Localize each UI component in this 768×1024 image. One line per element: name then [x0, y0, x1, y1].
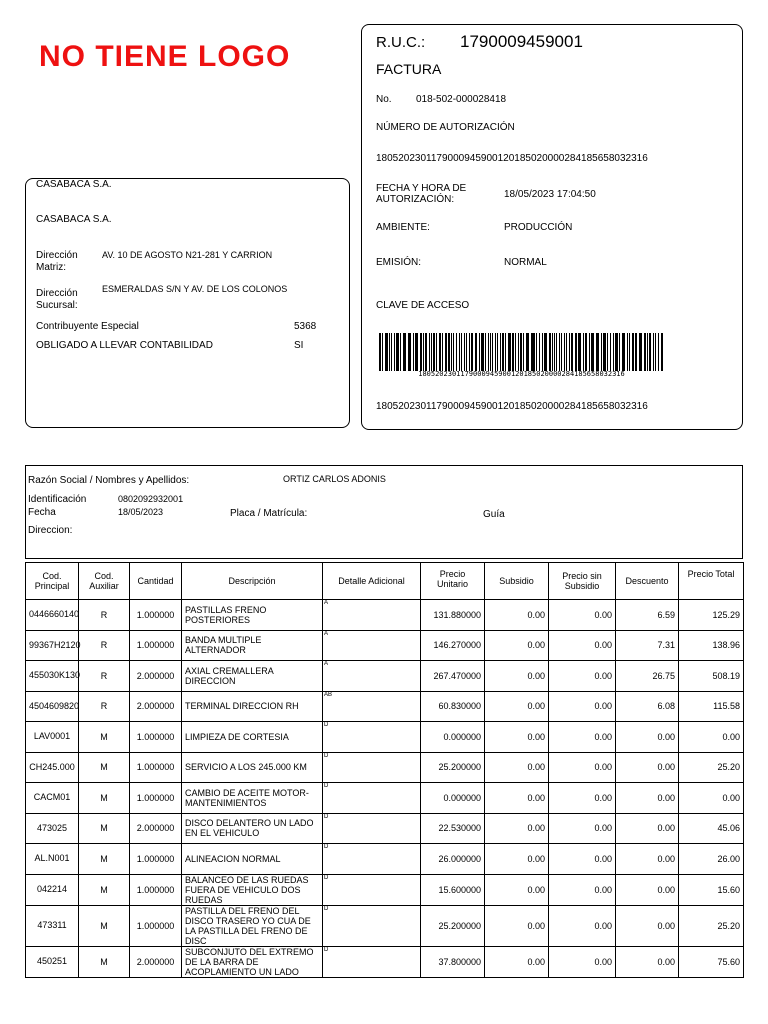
cell-precio-sin-subsidio: 0.00	[549, 722, 616, 753]
cell-precio-total: 125.29	[679, 600, 744, 631]
cell-precio-unitario: 22.530000	[421, 813, 485, 844]
cell-descuento: 0.00	[616, 874, 679, 905]
cell-cod-principal: 450251	[26, 946, 79, 977]
cell-cod-principal: 473311	[26, 905, 79, 946]
cell-precio-unitario: 26.000000	[421, 844, 485, 875]
cell-cantidad: 2.000000	[130, 661, 182, 692]
cell-precio-total: 75.60	[679, 946, 744, 977]
auth-number-label: NÚMERO DE AUTORIZACIÓN	[376, 122, 515, 133]
cell-descuento: 7.31	[616, 630, 679, 661]
col-descripcion: Descripción	[182, 563, 323, 600]
cell-descripcion: PASTILLAS FRENO POSTERIORES	[182, 600, 323, 631]
cell-subsidio: 0.00	[485, 813, 549, 844]
cell-cod-auxiliar: M	[79, 844, 130, 875]
invoice-items-table	[25, 562, 744, 978]
cell-descuento: 6.08	[616, 691, 679, 722]
dir-sucursal-label: Dirección Sucursal:	[36, 288, 78, 311]
cell-detalle-adicional	[323, 752, 421, 783]
dir-sucursal-value: ESMERALDAS S/N Y AV. DE LOS COLONOS	[102, 284, 288, 294]
cell-descuento: 26.75	[616, 661, 679, 692]
cell-cantidad: 1.000000	[130, 844, 182, 875]
table-row	[26, 722, 744, 753]
cell-cod-auxiliar: R	[79, 661, 130, 692]
cell-cod-auxiliar: M	[79, 905, 130, 946]
cell-descripcion: BALANCEO DE LAS RUEDAS FUERA DE VEHICULO DOS RUEDAS	[182, 874, 323, 905]
dir-matriz-label: Dirección Matriz:	[36, 250, 78, 273]
table-row	[26, 600, 744, 631]
detalle-code: D	[324, 722, 329, 728]
cell-descuento: 0.00	[616, 752, 679, 783]
cell-precio-total: 115.58	[679, 691, 744, 722]
cell-descripcion: BANDA MULTIPLE ALTERNADOR	[182, 630, 323, 661]
cell-precio-unitario: 60.830000	[421, 691, 485, 722]
cell-subsidio: 0.00	[485, 600, 549, 631]
cell-cod-principal: CH245.000	[26, 752, 79, 783]
clave-acceso-label: CLAVE DE ACCESO	[376, 300, 470, 311]
cell-cod-principal: 0446660140	[26, 600, 79, 631]
table-row	[26, 874, 744, 905]
cell-cod-principal: 473025	[26, 813, 79, 844]
cell-cantidad: 2.000000	[130, 946, 182, 977]
client-date-value: 18/05/2023	[118, 507, 164, 517]
cell-cod-auxiliar: M	[79, 813, 130, 844]
cell-subsidio: 0.00	[485, 661, 549, 692]
cell-precio-total: 0.00	[679, 783, 744, 814]
cell-descripcion: DISCO DELANTERO UN LADO EN EL VEHICULO	[182, 813, 323, 844]
cell-precio-total: 45.06	[679, 813, 744, 844]
table-row	[26, 905, 744, 946]
cell-precio-unitario: 15.600000	[421, 874, 485, 905]
contabilidad-label: OBLIGADO A LLEVAR CONTABILIDAD	[36, 340, 213, 351]
cell-precio-total: 0.00	[679, 722, 744, 753]
col-precio-sin-subsidio: Precio sin Subsidio	[549, 563, 616, 600]
cell-precio-unitario: 131.880000	[421, 600, 485, 631]
cell-descuento: 0.00	[616, 946, 679, 977]
detalle-code: D	[324, 874, 329, 881]
auth-date-label: FECHA Y HORA DE AUTORIZACIÓN:	[376, 183, 467, 205]
cell-cantidad: 1.000000	[130, 600, 182, 631]
detalle-code: AB	[324, 691, 333, 698]
cell-precio-unitario: 146.270000	[421, 630, 485, 661]
cell-cantidad: 1.000000	[130, 752, 182, 783]
client-address-label: Direccion:	[28, 525, 73, 536]
cell-subsidio: 0.00	[485, 691, 549, 722]
cell-subsidio: 0.00	[485, 783, 549, 814]
contabilidad-value: SI	[294, 340, 304, 351]
cell-descripcion: ALINEACION NORMAL	[182, 844, 323, 875]
cell-precio-unitario: 0.000000	[421, 722, 485, 753]
cell-precio-sin-subsidio: 0.00	[549, 874, 616, 905]
cell-precio-total: 508.19	[679, 661, 744, 692]
detalle-code: A	[324, 630, 329, 637]
cell-subsidio: 0.00	[485, 844, 549, 875]
clave-acceso-value: 1805202301179000945900120185020000284185658032316	[376, 401, 648, 412]
dir-matriz-value: AV. 10 DE AGOSTO N21-281 Y CARRION	[102, 250, 273, 260]
cell-cantidad: 1.000000	[130, 874, 182, 905]
cell-detalle-adicional	[323, 661, 421, 692]
cell-precio-sin-subsidio: 0.00	[549, 844, 616, 875]
cell-detalle-adicional	[323, 630, 421, 661]
cell-descuento: 6.59	[616, 600, 679, 631]
table-row	[26, 783, 744, 814]
cell-detalle-adicional	[323, 844, 421, 875]
cell-precio-total: 25.20	[679, 752, 744, 783]
ruc-value: 1790009459001	[460, 32, 583, 51]
cell-detalle-adicional	[323, 783, 421, 814]
emisor-nombre-comercial: CASABACA S.A.	[36, 214, 112, 225]
logo-placeholder: NO TIENE LOGO	[39, 40, 291, 73]
cell-descripcion: TERMINAL DIRECCION RH	[182, 691, 323, 722]
cell-cod-auxiliar: R	[79, 630, 130, 661]
cell-descuento: 0.00	[616, 813, 679, 844]
cell-descripcion: CAMBIO DE ACEITE MOTOR-MANTENIMIENTOS	[182, 783, 323, 814]
cell-precio-sin-subsidio: 0.00	[549, 630, 616, 661]
table-row	[26, 752, 744, 783]
cell-precio-sin-subsidio: 0.00	[549, 783, 616, 814]
cell-precio-unitario: 25.200000	[421, 905, 485, 946]
cell-detalle-adicional	[323, 722, 421, 753]
cell-cod-principal: 455030K130	[26, 661, 79, 692]
cell-precio-sin-subsidio: 0.00	[549, 661, 616, 692]
cell-cantidad: 1.000000	[130, 905, 182, 946]
detalle-code: D	[324, 844, 329, 850]
cell-precio-total: 25.20	[679, 905, 744, 946]
col-cod-auxiliar: Cod. Auxiliar	[79, 563, 130, 600]
cell-cod-principal: CACM01	[26, 783, 79, 814]
emision-value: NORMAL	[504, 257, 547, 268]
cell-cod-principal: 042214	[26, 874, 79, 905]
cell-subsidio: 0.00	[485, 905, 549, 946]
cell-descuento: 0.00	[616, 783, 679, 814]
table-row	[26, 691, 744, 722]
cell-detalle-adicional	[323, 905, 421, 946]
cell-precio-total: 26.00	[679, 844, 744, 875]
cell-subsidio: 0.00	[485, 946, 549, 977]
detalle-code: D	[324, 752, 329, 759]
client-name-label: Razón Social / Nombres y Apellidos:	[28, 475, 190, 486]
cell-cod-auxiliar: M	[79, 946, 130, 977]
cell-subsidio: 0.00	[485, 630, 549, 661]
cell-detalle-adicional	[323, 874, 421, 905]
cell-descripcion: AXIAL CREMALLERA DIRECCION	[182, 661, 323, 692]
ambiente-value: PRODUCCIÓN	[504, 222, 573, 233]
cell-detalle-adicional	[323, 946, 421, 977]
col-precio-total: Precio Total	[679, 563, 744, 600]
cell-detalle-adicional	[323, 813, 421, 844]
client-date-label: Fecha	[28, 507, 56, 518]
detalle-code: A	[324, 661, 329, 667]
cell-precio-unitario: 37.800000	[421, 946, 485, 977]
invoice-no-label: No.	[376, 94, 392, 105]
col-cantidad: Cantidad	[130, 563, 182, 600]
ruc-label: R.U.C.:	[376, 34, 426, 51]
cell-cantidad: 2.000000	[130, 691, 182, 722]
detalle-code: A	[324, 600, 329, 606]
cell-precio-unitario: 267.470000	[421, 661, 485, 692]
barcode-number: 1805202301179000945900120185020000284185658032316	[418, 370, 625, 378]
detalle-code: D	[324, 946, 329, 953]
cell-cantidad: 1.000000	[130, 722, 182, 753]
contribuyente-label: Contribuyente Especial	[36, 321, 139, 332]
table-header-row	[26, 563, 744, 600]
client-id-value: 0802092932001	[118, 494, 184, 504]
cell-precio-total: 138.96	[679, 630, 744, 661]
cell-precio-unitario: 25.200000	[421, 752, 485, 783]
col-descuento: Descuento	[616, 563, 679, 600]
cell-cantidad: 1.000000	[130, 630, 182, 661]
table-row	[26, 630, 744, 661]
table-row	[26, 813, 744, 844]
guia-label: Guía	[483, 509, 505, 520]
cell-cantidad: 1.000000	[130, 783, 182, 814]
cell-cod-auxiliar: M	[79, 752, 130, 783]
cell-subsidio: 0.00	[485, 752, 549, 783]
contribuyente-value: 5368	[294, 321, 317, 332]
table-row	[26, 946, 744, 977]
auth-number-value: 1805202301179000945900120185020000284185658032316	[376, 153, 648, 164]
cell-cod-auxiliar: R	[79, 691, 130, 722]
cell-precio-sin-subsidio: 0.00	[549, 946, 616, 977]
cell-cod-auxiliar: M	[79, 783, 130, 814]
table-row	[26, 844, 744, 875]
col-cod-principal: Cod. Principal	[26, 563, 79, 600]
cell-cod-principal: AL.N001	[26, 844, 79, 875]
emision-label: EMISIÓN:	[376, 257, 422, 268]
cell-precio-sin-subsidio: 0.00	[549, 905, 616, 946]
table-row	[26, 661, 744, 692]
cell-cod-principal: 4504609820	[26, 691, 79, 722]
detalle-code: D	[324, 813, 329, 820]
ambiente-label: AMBIENTE:	[376, 222, 430, 233]
cell-descripcion: PASTILLA DEL FRENO DEL DISCO TRASERO YO CUA DE LA PASTILLA DEL FRENO DE DISC	[182, 905, 323, 946]
client-name-value: ORTIZ CARLOS ADONIS	[283, 474, 386, 484]
invoice-no-value: 018-502-000028418	[416, 94, 507, 105]
detalle-code: D	[324, 905, 329, 912]
cell-cod-principal: 99367H2120	[26, 630, 79, 661]
cell-cod-auxiliar: M	[79, 722, 130, 753]
cell-detalle-adicional	[323, 600, 421, 631]
cell-descripcion: LIMPIEZA DE CORTESIA	[182, 722, 323, 753]
client-id-label: Identificación	[28, 494, 87, 505]
cell-cod-auxiliar: M	[79, 874, 130, 905]
cell-subsidio: 0.00	[485, 874, 549, 905]
cell-precio-sin-subsidio: 0.00	[549, 752, 616, 783]
auth-date-value: 18/05/2023 17:04:50	[504, 189, 596, 200]
cell-descripcion: SERVICIO A LOS 245.000 KM	[182, 752, 323, 783]
col-precio-unitario: Precio Unitario	[421, 563, 485, 600]
cell-cod-principal: LAV0001	[26, 722, 79, 753]
col-detalle-adicional: Detalle Adicional	[323, 563, 421, 600]
access-key-barcode	[379, 333, 664, 371]
cell-precio-sin-subsidio: 0.00	[549, 813, 616, 844]
col-subsidio: Subsidio	[485, 563, 549, 600]
cell-precio-sin-subsidio: 0.00	[549, 600, 616, 631]
doc-type: FACTURA	[376, 61, 442, 77]
cell-subsidio: 0.00	[485, 722, 549, 753]
cell-detalle-adicional	[323, 691, 421, 722]
cell-precio-total: 15.60	[679, 874, 744, 905]
detalle-code: D	[324, 783, 329, 789]
cell-cod-auxiliar: R	[79, 600, 130, 631]
cell-descuento: 0.00	[616, 905, 679, 946]
plate-label: Placa / Matrícula:	[230, 508, 308, 519]
cell-descuento: 0.00	[616, 722, 679, 753]
emisor-razon-social: CASABACA S.A.	[36, 179, 112, 190]
cell-precio-sin-subsidio: 0.00	[549, 691, 616, 722]
cell-precio-unitario: 0.000000	[421, 783, 485, 814]
cell-descripcion: SUBCONJUTO DEL EXTREMO DE LA BARRA DE ACOPLAMIENTO UN LADO	[182, 946, 323, 977]
cell-descuento: 0.00	[616, 844, 679, 875]
cell-cantidad: 2.000000	[130, 813, 182, 844]
